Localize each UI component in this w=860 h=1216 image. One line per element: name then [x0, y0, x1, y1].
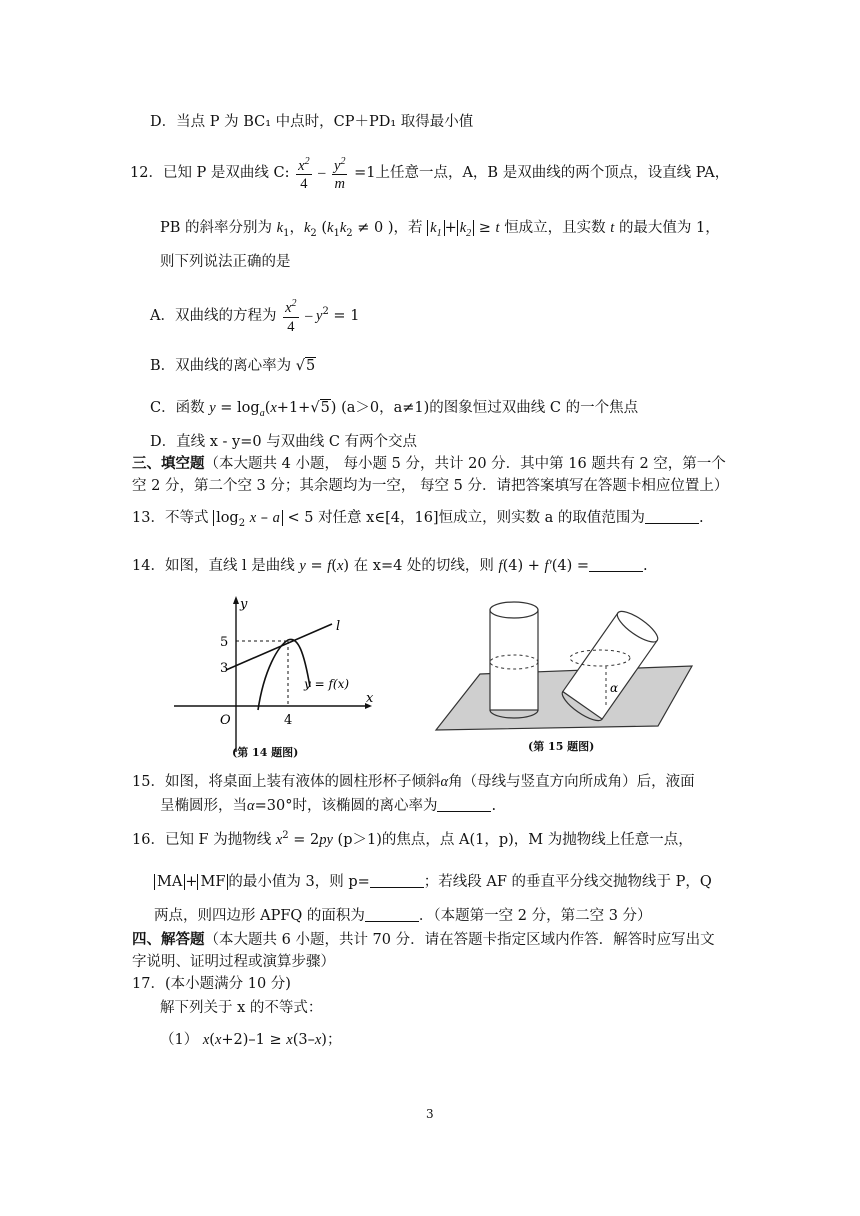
q16-line2: MA + MF 的最小值为 3，则 p= ；若线段 AF 的垂直平分线交抛物线于 P，Q [154, 872, 712, 892]
q16-line1: 16．已知 F 为抛物线 $x^2 = 2py$ (p＞1)的焦点，点 A(1，p)，M 为抛物线上任意一点， [132, 830, 693, 848]
fig15-upright-cup [490, 610, 538, 710]
section-3-header: 三、填空题（本大题共 4 小题， 每小题 5 分，共计 20 分．其中第 16 题共有 2 空，第一个 [132, 455, 726, 472]
section-4-header: 四、解答题（本大题共 6 小题，共计 70 分．请在答题卡指定区域内作答．解答时应写出文 [132, 931, 715, 948]
fig14-tick-5: 5 [220, 635, 229, 650]
fig14-y-label: y [240, 597, 248, 612]
q15-line1: 15．如图，将桌面上装有液体的圆柱形杯子倾斜α角（母线与竖直方向所成角）后，液面 [132, 774, 695, 790]
section-4-line2: 字说明、证明过程或演算步骤） [132, 954, 335, 970]
figure-15 [430, 596, 700, 736]
q12-line3: 则下列说法正确的是 [160, 254, 291, 270]
q17-header: 17．(本小题满分 10 分) [132, 976, 291, 992]
q15-line2: 呈椭圆形，当α=30°时，该椭圆的离心率为 . [160, 798, 497, 814]
q14: 14．如图，直线 l 是曲线 y = f(x) 在 x=4 处的切线，则 f(4) + f′(4) = . [132, 558, 648, 574]
q11-option-d: D．当点 P 为 BC₁ 中点时，CP＋PD₁ 取得最小值 [150, 114, 474, 130]
fig14-tick-4: 4 [284, 713, 293, 728]
fig14-origin: O [220, 713, 231, 728]
fig15-alpha: α [610, 681, 619, 695]
fig14-tick-3: 3 [220, 661, 229, 676]
q17-intro: 解下列关于 x 的不等式： [160, 1000, 323, 1016]
q12-line1: 12．已知 P 是双曲线 C: $\frac{x^2}{4}$ – $\frac{y^2}{m}$ =1上任意一点，A，B 是双曲线的两个顶点，设直线 PA， [130, 150, 729, 196]
figure-14 [160, 592, 380, 762]
q12-option-b: B．双曲线的离心率为 √5 [150, 358, 316, 374]
fig14-x-label: x [366, 691, 374, 706]
fig14-curve [258, 639, 310, 710]
fig14-caption: (第 14 题图) [232, 746, 299, 759]
q12-option-d: D．直线 x - y=0 与双曲线 C 有两个交点 [150, 434, 418, 450]
q12-option-c: C．函数 $y = \log_a(x+1+√5)$ (a＞0，a≠1)的图象恒过双曲线 C 的一个焦点 [150, 400, 639, 419]
page-number: 3 [426, 1107, 434, 1121]
fig14-tangent-line [226, 624, 332, 670]
q12-option-a: A．双曲线的方程为 $\frac{x^2}{4}$ – $y^2 = 1$ [150, 290, 359, 334]
fig14-fx-label: y = f(x) [304, 677, 350, 691]
fig14-l-label: l [336, 619, 341, 634]
fig15-caption: (第 15 题图) [528, 740, 595, 753]
q12-line2: PB 的斜率分别为 $k_1$，$k_2$ ($k_1k_2 \ne 0$ )，若 $k_1 + k_2 \ge t$ 恒成立，且实数 t 的最大值为 1， [160, 220, 720, 239]
section-3-line2: 空 2 分，第二个空 3 分；其余题均为一空， 每空 5 分．请把答案填写在答题卡相应位置上） [132, 478, 729, 494]
q13: 13．不等式 $\log_2 x - a < 5$ 对任意 x∈[4，16]恒成立，则实数 a 的取值范围为 . [132, 510, 704, 529]
q16-line3: 两点，则四边形 APFQ 的面积为 ．（本题第一空 2 分，第二空 3 分） [154, 908, 652, 924]
q17-part1: （1） x(x+2)–1 ≥ x(3–x)； [160, 1032, 342, 1048]
